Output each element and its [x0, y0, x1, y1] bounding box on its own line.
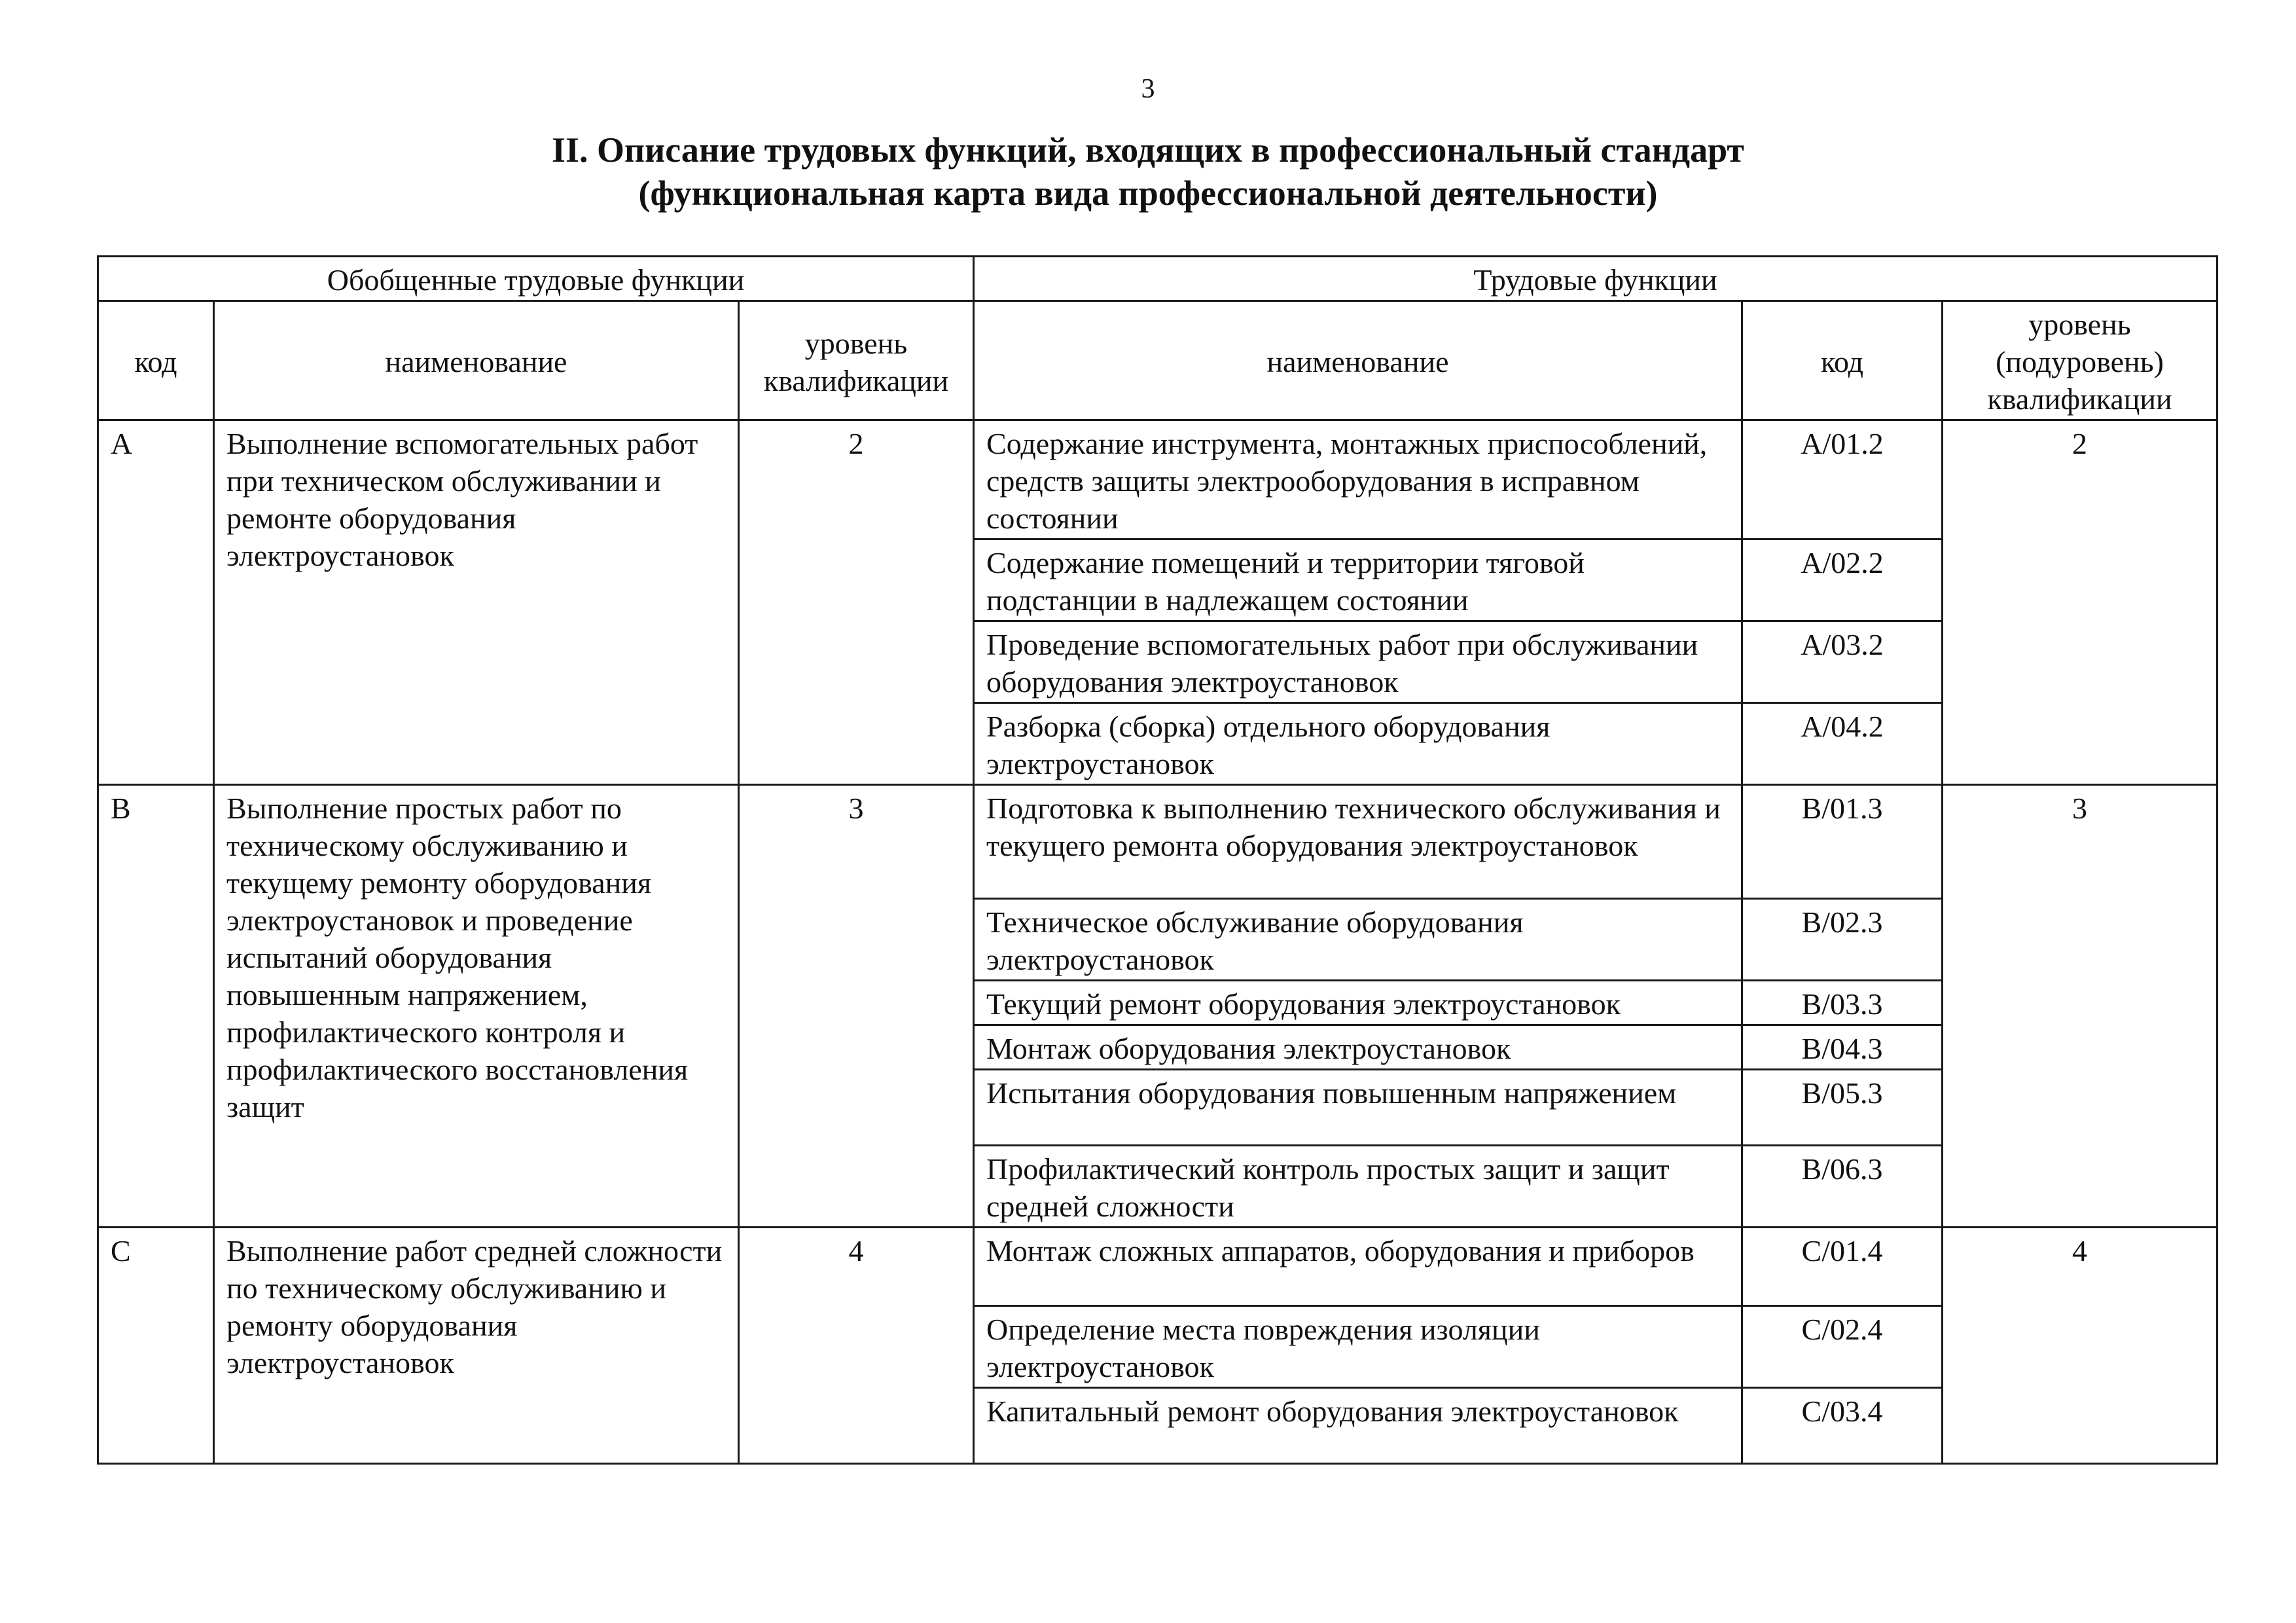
gf-name-cell: Выполнение работ средней сложности по техническому обслуживанию и ремонту оборудования электроустановок	[214, 1228, 739, 1464]
tf-name-cell: Содержание инструмента, монтажных приспособлений, средств защиты электрооборудования в исправном состоянии	[974, 420, 1742, 539]
gf-name-cell: Выполнение вспомогательных работ при техническом обслуживании и ремонте оборудования электроустановок	[214, 420, 739, 785]
gf-level-cell: 4	[739, 1228, 974, 1464]
col-header-tf-code: код	[1742, 301, 1943, 420]
tf-name-cell: Определение места повреждения изоляции электроустановок	[974, 1306, 1742, 1388]
tf-code-cell: А/01.2	[1742, 420, 1943, 539]
tf-name-cell: Подготовка к выполнению технического обслуживания и текущего ремонта оборудования электроустановок	[974, 785, 1742, 899]
table-row	[98, 785, 2217, 899]
gf-level-cell: 3	[739, 785, 974, 1228]
tf-level-cell: 3	[1943, 785, 2217, 1228]
gf-level-cell: 2	[739, 420, 974, 785]
tf-code-cell: А/02.2	[1742, 539, 1943, 621]
tf-code-cell: А/03.2	[1742, 621, 1943, 703]
gf-code-cell: С	[98, 1228, 214, 1464]
tf-level-cell: 2	[1943, 420, 2217, 785]
tf-code-cell: В/06.3	[1742, 1146, 1943, 1228]
tf-code-cell: А/04.2	[1742, 703, 1943, 785]
tf-code-cell: С/01.4	[1742, 1228, 1943, 1306]
col-header-tf-name: наименование	[974, 301, 1742, 420]
col-header-gf-level: уровень квалификации	[739, 301, 974, 420]
tf-name-cell: Разборка (сборка) отдельного оборудования электроустановок	[974, 703, 1742, 785]
generalized-functions-header: Обобщенные трудовые функции	[98, 257, 974, 301]
col-header-gf-name: наименование	[214, 301, 739, 420]
tf-name-cell: Монтаж сложных аппаратов, оборудования и приборов	[974, 1228, 1742, 1306]
tf-name-cell: Профилактический контроль простых защит и защит средней сложности	[974, 1146, 1742, 1228]
labor-functions-header: Трудовые функции	[974, 257, 2217, 301]
section-title-line-2: (функциональная карта вида профессиональной деятельности)	[638, 173, 1658, 213]
functional-map-table	[97, 255, 2218, 1465]
gf-code-cell: А	[98, 420, 214, 785]
tf-name-cell: Текущий ремонт оборудования электроустановок	[974, 981, 1742, 1025]
tf-code-cell: С/02.4	[1742, 1306, 1943, 1388]
page-number: 3	[1141, 74, 1155, 104]
table-row	[98, 420, 2217, 539]
col-header-tf-level: уровень (подуровень) квалификации	[1943, 301, 2217, 420]
tf-name-cell: Капитальный ремонт оборудования электроустановок	[974, 1388, 1742, 1464]
section-title	[0, 128, 2296, 215]
table-row	[98, 1228, 2217, 1306]
tf-name-cell: Техническое обслуживание оборудования электроустановок	[974, 899, 1742, 981]
tf-code-cell: В/04.3	[1742, 1025, 1943, 1070]
col-header-gf-code: код	[98, 301, 214, 420]
tf-name-cell: Испытания оборудования повышенным напряжением	[974, 1070, 1742, 1146]
tf-code-cell: В/02.3	[1742, 899, 1943, 981]
gf-name-cell: Выполнение простых работ по техническому обслуживанию и текущему ремонту оборудования электроустановок и проведение испытаний оборудования повышенным напряжением, профилактического контроля и профилактического восстановления защит	[214, 785, 739, 1228]
tf-code-cell: В/05.3	[1742, 1070, 1943, 1146]
section-title-line-1: II. Описание трудовых функций, входящих в профессиональный стандарт	[552, 130, 1744, 170]
group-header-row	[98, 257, 2217, 301]
tf-name-cell: Монтаж оборудования электроустановок	[974, 1025, 1742, 1070]
column-header-row	[98, 301, 2217, 420]
tf-code-cell: С/03.4	[1742, 1388, 1943, 1464]
tf-name-cell: Проведение вспомогательных работ при обслуживании оборудования электроустановок	[974, 621, 1742, 703]
tf-code-cell: В/03.3	[1742, 981, 1943, 1025]
tf-level-cell: 4	[1943, 1228, 2217, 1464]
tf-name-cell: Содержание помещений и территории тяговой подстанции в надлежащем состоянии	[974, 539, 1742, 621]
gf-code-cell: В	[98, 785, 214, 1228]
tf-code-cell: В/01.3	[1742, 785, 1943, 899]
